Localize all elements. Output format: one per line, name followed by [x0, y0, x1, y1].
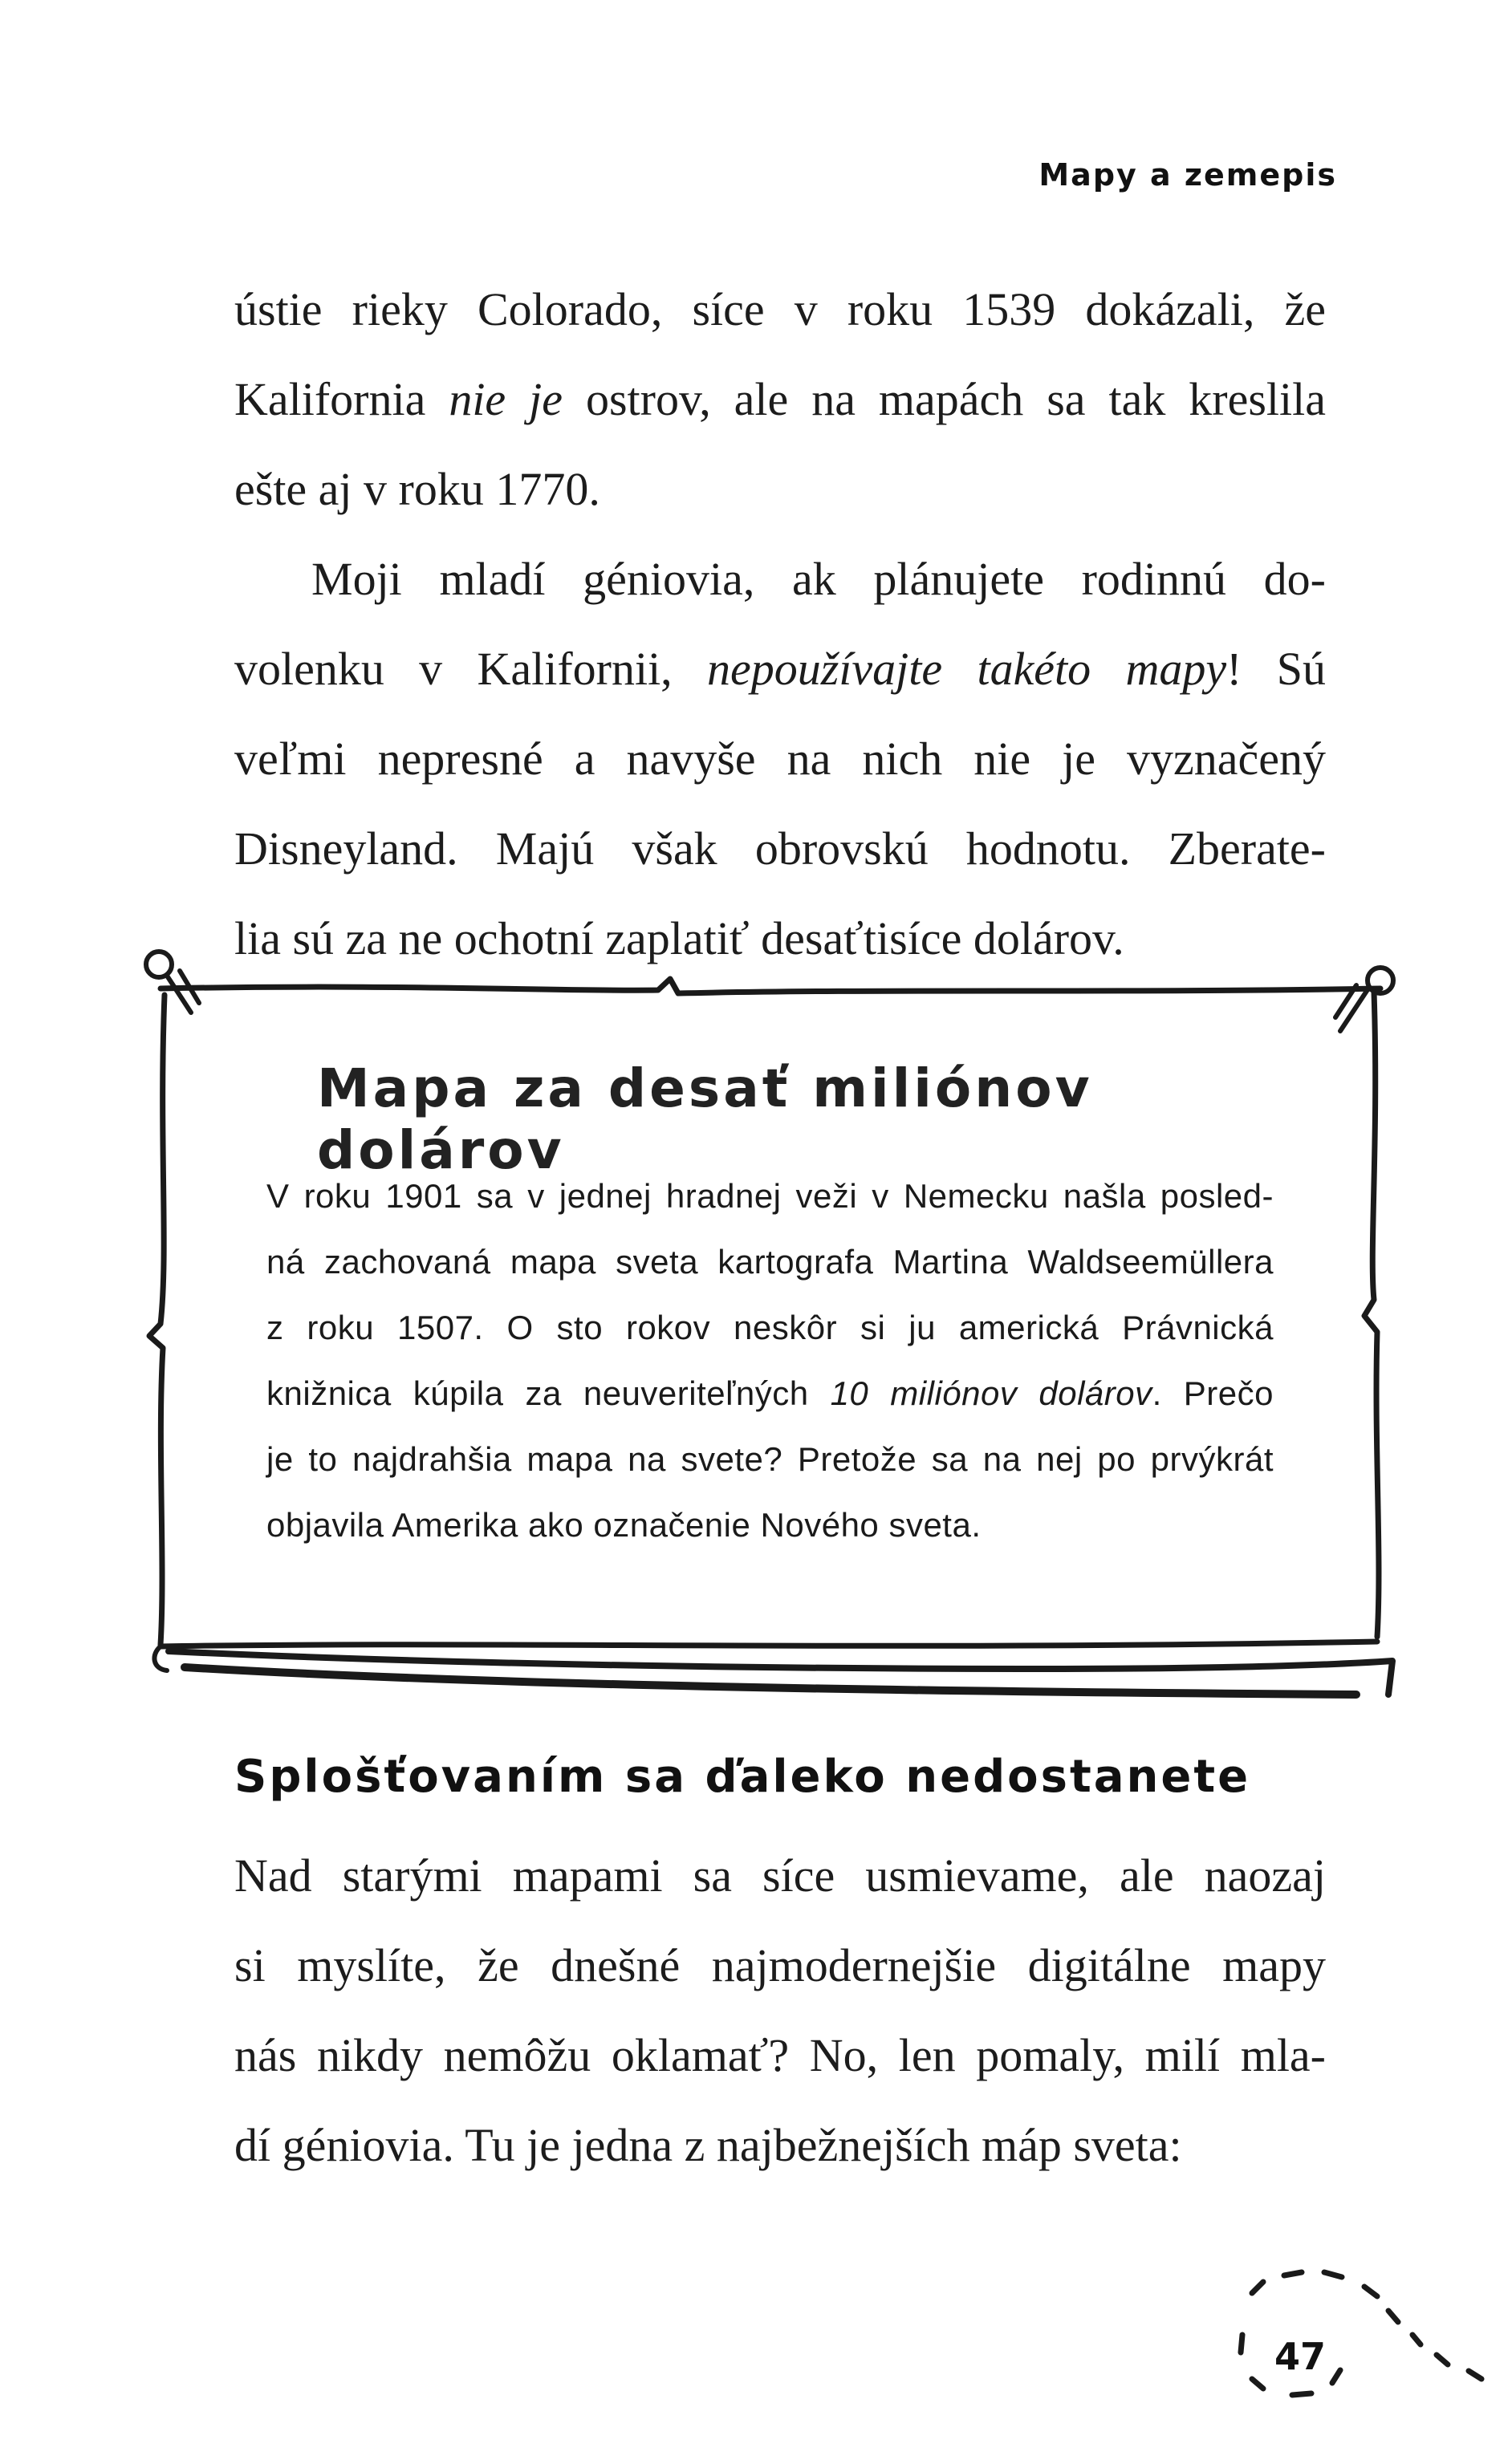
text-line: Disneyland. Majú však obrovskú hodnotu. Zberate-: [234, 822, 1326, 875]
text-line: V roku 1901 sa v jednej hradnej veži v Nemecku našla posled-: [266, 1177, 1274, 1215]
body-text-bottom: [234, 1831, 1326, 2190]
text-line: volenku v Kalifornii, nepoužívajte takéto mapy! Sú: [234, 643, 1326, 695]
text-line: z roku 1507. O sto rokov neskôr si ju americká Právnická: [266, 1309, 1274, 1346]
paragraph: [234, 1831, 1326, 2190]
section-heading: Splošťovaním sa ďaleko nedostanete: [234, 1751, 1251, 1803]
running-head: Mapy a zemepis: [1038, 157, 1337, 193]
text-line: objavila Amerika ako označenie Nového sveta.: [266, 1506, 982, 1544]
emphasis: nepoužívajte takéto mapy: [707, 643, 1227, 695]
box-title: Mapa za desať miliónov dolárov: [317, 1057, 1093, 1181]
emphasis: 10 miliónov dolárov: [830, 1374, 1152, 1412]
text-line: dí géniovia. Tu je jedna z najbežnejších máp sveta:: [234, 2119, 1182, 2171]
text-line: Kalifornia nie je ostrov, ale na mapách sa tak kreslila: [234, 373, 1327, 425]
text-line: Moji mladí géniovia, ak plánujete rodinnú do-: [311, 553, 1326, 605]
text-line: si myslíte, že dnešné najmodernejšie digitálne mapy: [234, 1939, 1326, 1991]
text-line: ešte aj v roku 1770.: [234, 463, 600, 515]
text-line: Nad starými mapami sa síce usmievame, ale naozaj: [234, 1849, 1326, 1902]
text-line: je to najdrahšia mapa na svete? Pretože sa na nej po prvýkrát: [266, 1440, 1274, 1478]
text-line: knižnica kúpila za neuveriteľných 10 miliónov dolárov. Prečo: [266, 1374, 1274, 1412]
page-number: 47: [1274, 2335, 1326, 2378]
emphasis: nie je: [449, 373, 563, 425]
text-line: lia sú za ne ochotní zaplatiť desaťtisíce dolárov.: [234, 912, 1124, 964]
text-line: nás nikdy nemôžu oklamať? No, len pomaly, milí mla-: [234, 2029, 1326, 2081]
text-line: ústie rieky Colorado, síce v roku 1539 dokázali, že: [234, 283, 1326, 335]
text-line: ná zachovaná mapa sveta kartografa Martina Waldseemüllera: [266, 1243, 1274, 1281]
text-line: veľmi nepresné a navyše na nich nie je vyznačený: [234, 733, 1326, 785]
box-text: [266, 1163, 1274, 1558]
